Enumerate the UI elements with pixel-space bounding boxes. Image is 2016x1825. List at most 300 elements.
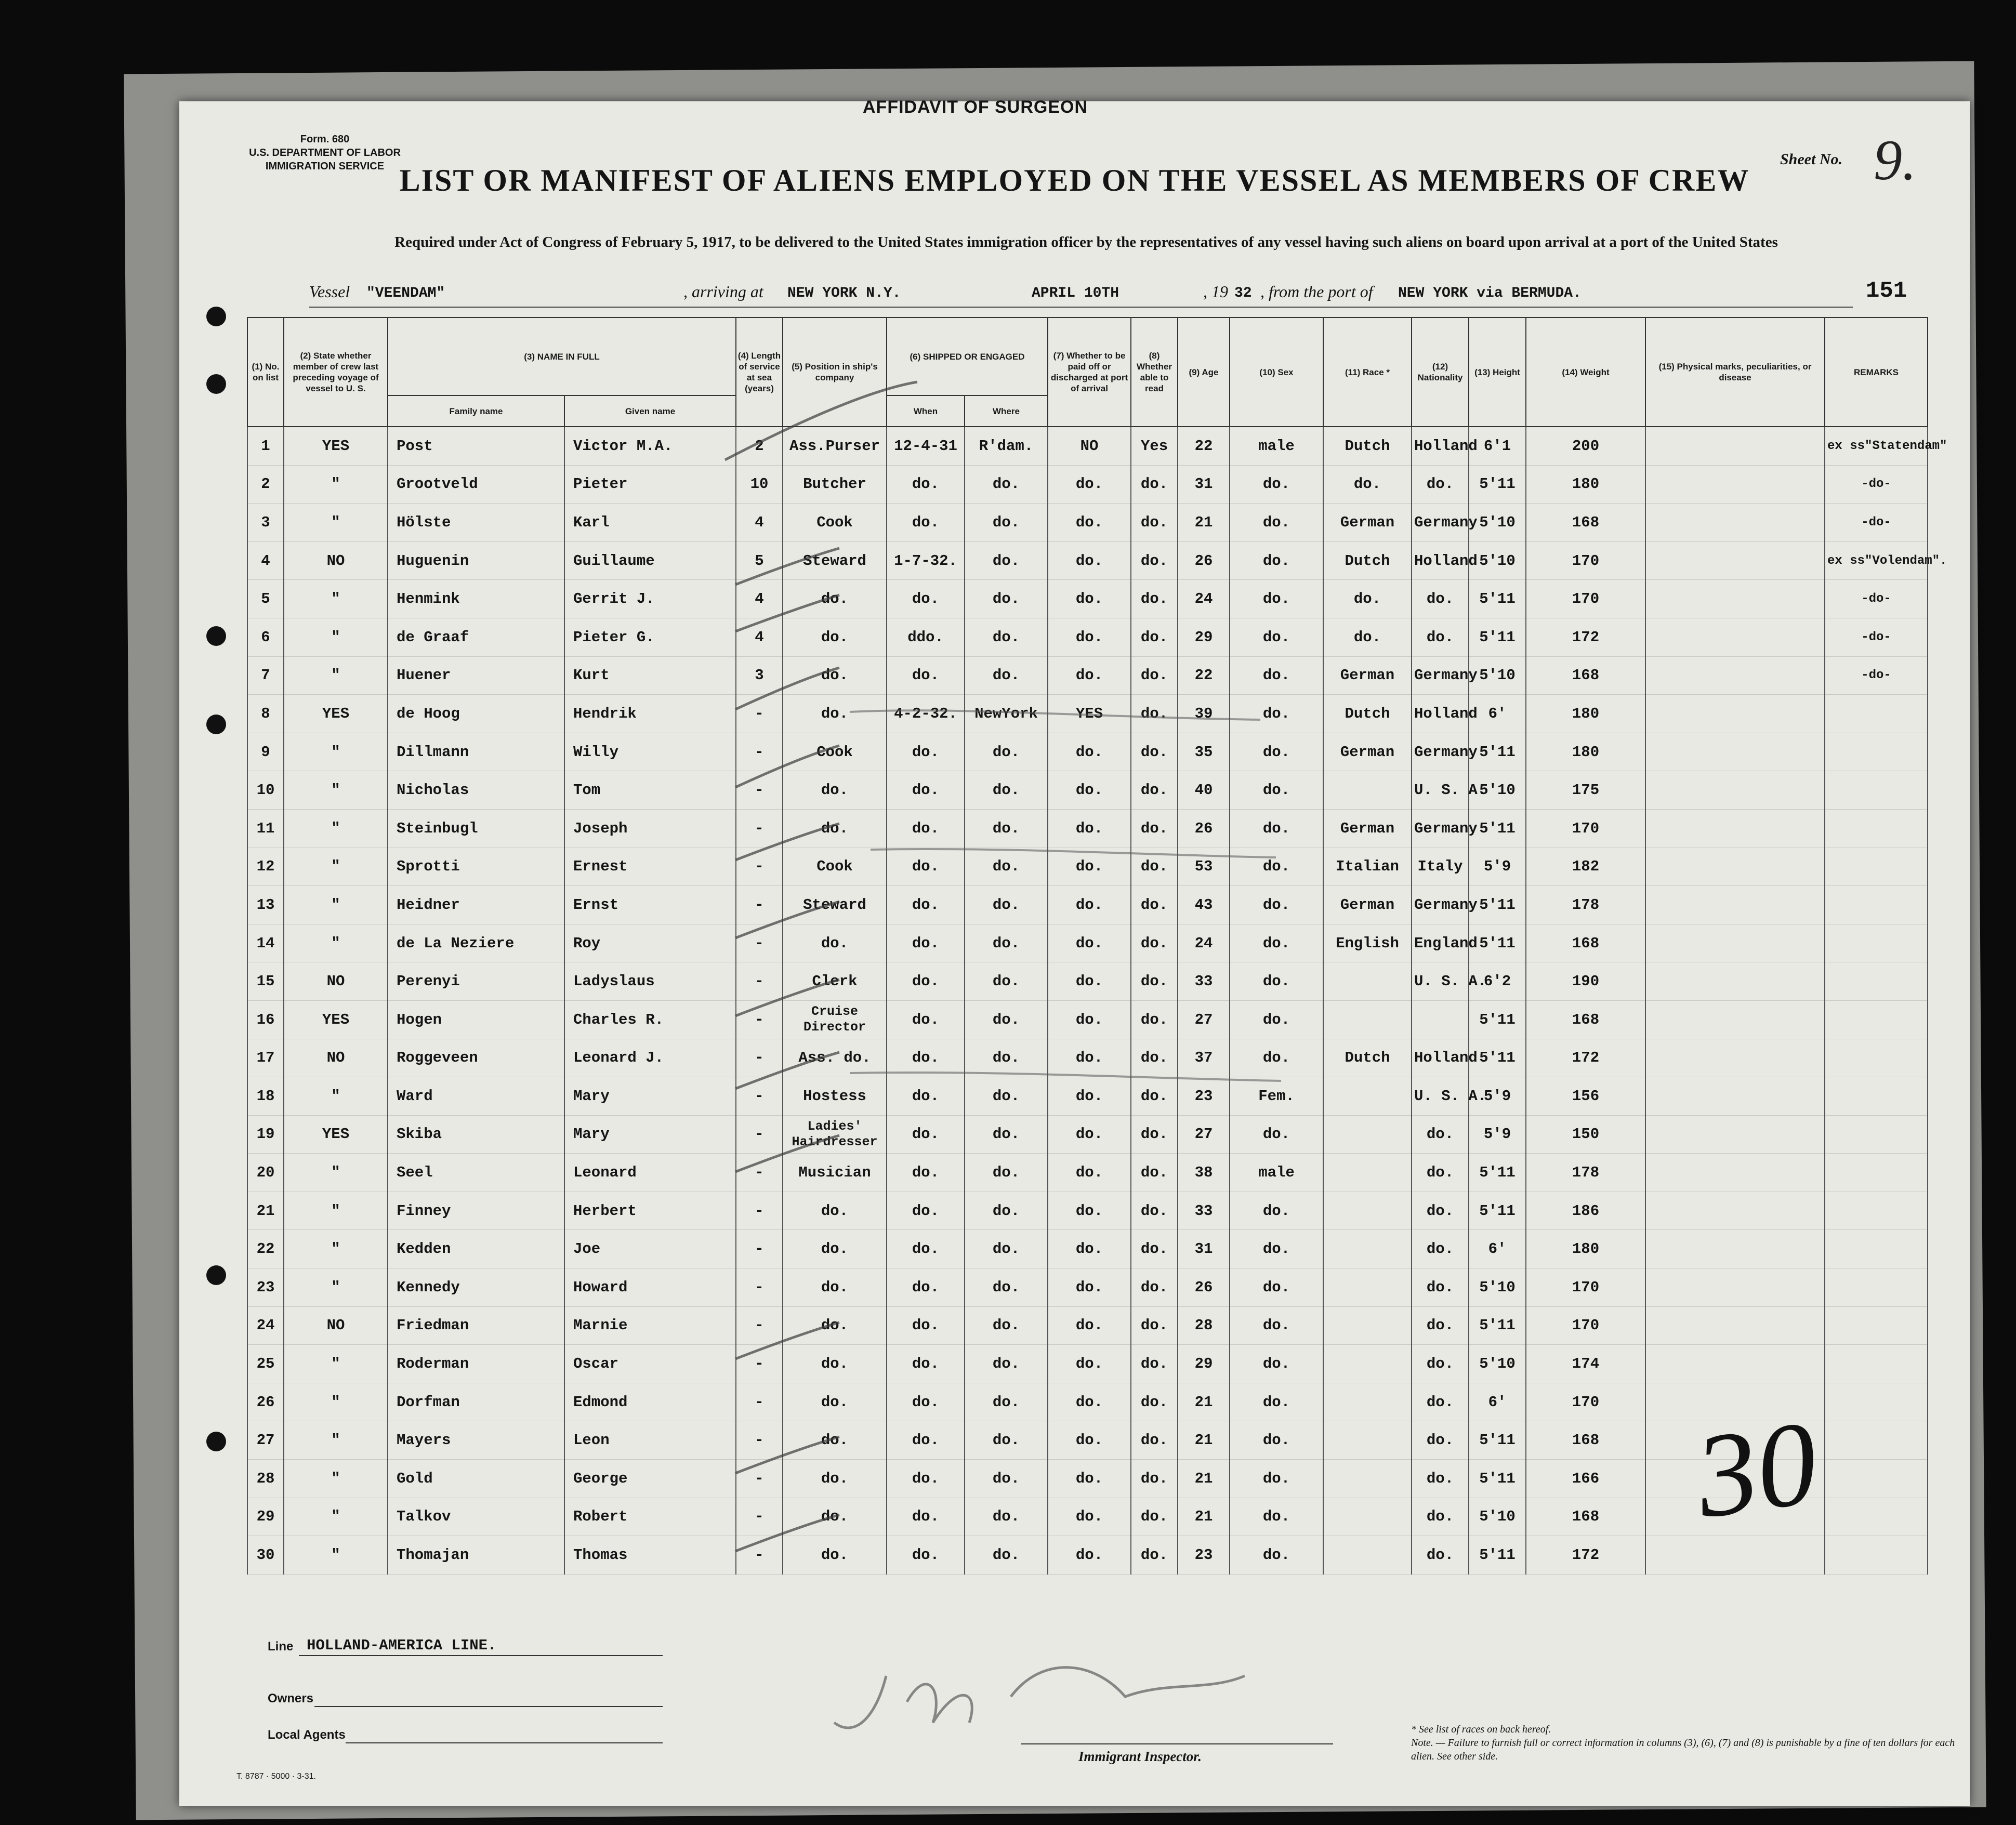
- nationality-cell: do.: [1412, 580, 1469, 618]
- list-number-cell: 12: [247, 848, 284, 886]
- family-name-cell: Thomajan: [388, 1536, 564, 1575]
- shipped-when-cell: do.: [887, 1383, 965, 1421]
- shipped-when-cell: do.: [887, 465, 965, 504]
- length-of-service-cell: -: [736, 809, 783, 848]
- handwriting-layer: [179, 101, 1970, 1806]
- header-weight: (14) Weight: [1526, 318, 1645, 427]
- line-label: Line: [268, 1639, 294, 1654]
- sex-cell: do.: [1230, 465, 1323, 504]
- given-name-cell: Herbert: [564, 1192, 736, 1230]
- able-to-read-cell: do.: [1131, 1268, 1178, 1307]
- shipped-when-cell: do.: [887, 1192, 965, 1230]
- header-position: (5) Position in ship's company: [783, 318, 887, 427]
- header-length-service: (4) Length of service at sea (years): [736, 318, 783, 427]
- height-cell: 5'11: [1469, 733, 1526, 771]
- shipped-where-cell: do.: [965, 1460, 1048, 1498]
- shipped-when-cell: do.: [887, 1077, 965, 1116]
- given-name-cell: Karl: [564, 504, 736, 542]
- sex-cell: do.: [1230, 1230, 1323, 1268]
- position-cell: Cruise Director: [783, 1000, 887, 1039]
- age-cell: 33: [1178, 962, 1230, 1001]
- length-of-service-cell: -: [736, 962, 783, 1001]
- length-of-service-cell: -: [736, 886, 783, 924]
- height-cell: 5'11: [1469, 1421, 1526, 1460]
- age-cell: 23: [1178, 1077, 1230, 1116]
- position-cell: Cook: [783, 848, 887, 886]
- able-to-read-cell: do.: [1131, 656, 1178, 695]
- sex-cell: do.: [1230, 580, 1323, 618]
- list-number-cell: 2: [247, 465, 284, 504]
- shipped-when-cell: do.: [887, 1268, 965, 1307]
- sex-cell: do.: [1230, 1345, 1323, 1383]
- weight-cell: 186: [1526, 1192, 1645, 1230]
- crew-status-cell: ": [284, 1498, 388, 1536]
- list-number-cell: 1: [247, 427, 284, 465]
- race-cell: German: [1323, 656, 1412, 695]
- race-cell: Dutch: [1323, 541, 1412, 580]
- age-cell: 35: [1178, 733, 1230, 771]
- crew-status-cell: ": [284, 1077, 388, 1116]
- shipped-when-cell: do.: [887, 504, 965, 542]
- shipped-when-cell: do.: [887, 1345, 965, 1383]
- shipped-where-cell: do.: [965, 1268, 1048, 1307]
- crew-status-cell: ": [284, 848, 388, 886]
- shipped-when-cell: do.: [887, 1115, 965, 1154]
- family-name-cell: Heidner: [388, 886, 564, 924]
- length-of-service-cell: -: [736, 848, 783, 886]
- local-agents-label: Local Agents: [268, 1728, 346, 1742]
- weight-cell: 178: [1526, 1154, 1645, 1192]
- crew-status-cell: ": [284, 1421, 388, 1460]
- crew-status-cell: ": [284, 1536, 388, 1575]
- remarks-cell: -do-: [1825, 656, 1928, 695]
- age-cell: 40: [1178, 771, 1230, 810]
- race-cell: Dutch: [1323, 427, 1412, 465]
- weight-cell: 180: [1526, 695, 1645, 733]
- paid-off-cell: do.: [1048, 1536, 1131, 1575]
- crew-status-cell: ": [284, 504, 388, 542]
- list-number-cell: 26: [247, 1383, 284, 1421]
- length-of-service-cell: -: [736, 1345, 783, 1383]
- height-cell: 5'11: [1469, 580, 1526, 618]
- shipped-when-cell: do.: [887, 1000, 965, 1039]
- family-name-cell: Grootveld: [388, 465, 564, 504]
- shipped-when-cell: do.: [887, 1230, 965, 1268]
- weight-cell: 178: [1526, 886, 1645, 924]
- shipped-where-cell: do.: [965, 809, 1048, 848]
- age-cell: 39: [1178, 695, 1230, 733]
- list-number-cell: 30: [247, 1536, 284, 1575]
- age-cell: 26: [1178, 809, 1230, 848]
- position-cell: do.: [783, 1306, 887, 1345]
- nationality-cell: Holland: [1412, 541, 1469, 580]
- length-of-service-cell: -: [736, 1268, 783, 1307]
- crew-status-cell: ": [284, 1268, 388, 1307]
- nationality-cell: U. S. A.: [1412, 771, 1469, 810]
- family-name-cell: Kedden: [388, 1230, 564, 1268]
- from-label: , from the port of: [1260, 282, 1373, 301]
- height-cell: 5'11: [1469, 809, 1526, 848]
- shipped-when-cell: do.: [887, 1154, 965, 1192]
- nationality-cell: U. S. A.: [1412, 962, 1469, 1001]
- header-sex: (10) Sex: [1230, 318, 1323, 427]
- given-name-cell: Victor M.A.: [564, 427, 736, 465]
- able-to-read-cell: do.: [1131, 886, 1178, 924]
- crew-status-cell: YES: [284, 1115, 388, 1154]
- given-name-cell: Pieter G.: [564, 618, 736, 656]
- length-of-service-cell: -: [736, 1460, 783, 1498]
- able-to-read-cell: do.: [1131, 1421, 1178, 1460]
- pencil-annotation: [850, 1073, 1281, 1081]
- weight-cell: 168: [1526, 656, 1645, 695]
- shipped-where-cell: do.: [965, 1039, 1048, 1077]
- age-cell: 27: [1178, 1000, 1230, 1039]
- header-shipped-engaged: (6) SHIPPED OR ENGAGED: [887, 318, 1048, 395]
- penalty-note: Note. — Failure to furnish full or correct information in columns (3), (6), (7) and (8) is punishable by a fine of ten dollars for each alien. See other side.: [1411, 1737, 1955, 1762]
- given-name-cell: Leonard J.: [564, 1039, 736, 1077]
- paid-off-cell: do.: [1048, 504, 1131, 542]
- length-of-service-cell: -: [736, 924, 783, 962]
- sheet-number: 9.: [1874, 128, 1917, 192]
- position-cell: Cook: [783, 504, 887, 542]
- nationality-cell: Germany: [1412, 733, 1469, 771]
- sex-cell: male: [1230, 1154, 1323, 1192]
- shipped-when-cell: ddo.: [887, 618, 965, 656]
- pencil-check: [735, 1052, 839, 1089]
- crew-status-cell: ": [284, 771, 388, 810]
- sex-cell: Fem.: [1230, 1077, 1323, 1116]
- age-cell: 31: [1178, 465, 1230, 504]
- height-cell: 5'10: [1469, 656, 1526, 695]
- nationality-cell: do.: [1412, 1421, 1469, 1460]
- shipped-when-cell: 1-7-32.: [887, 541, 965, 580]
- paid-off-cell: do.: [1048, 1498, 1131, 1536]
- weight-cell: 175: [1526, 771, 1645, 810]
- crew-status-cell: NO: [284, 1306, 388, 1345]
- height-cell: 5'11: [1469, 1154, 1526, 1192]
- age-cell: 26: [1178, 1268, 1230, 1307]
- given-name-cell: Hendrik: [564, 695, 736, 733]
- able-to-read-cell: do.: [1131, 1039, 1178, 1077]
- length-of-service-cell: -: [736, 733, 783, 771]
- given-name-cell: Guillaume: [564, 541, 736, 580]
- weight-cell: 180: [1526, 1230, 1645, 1268]
- family-name-cell: de Hoog: [388, 695, 564, 733]
- paid-off-cell: do.: [1048, 465, 1131, 504]
- able-to-read-cell: do.: [1131, 733, 1178, 771]
- paid-off-cell: do.: [1048, 1077, 1131, 1116]
- header-list-number: (1) No. on list: [247, 318, 284, 427]
- shipped-where-cell: do.: [965, 1154, 1048, 1192]
- header-race: (11) Race *: [1323, 318, 1412, 427]
- list-number-cell: 6: [247, 618, 284, 656]
- height-cell: 5'10: [1469, 1268, 1526, 1307]
- able-to-read-cell: do.: [1131, 1306, 1178, 1345]
- manifest-page: [179, 97, 1970, 1806]
- paid-off-cell: do.: [1048, 1000, 1131, 1039]
- crew-status-cell: ": [284, 924, 388, 962]
- age-cell: 33: [1178, 1192, 1230, 1230]
- list-number-cell: 17: [247, 1039, 284, 1077]
- shipped-where-cell: do.: [965, 1115, 1048, 1154]
- family-name-cell: de La Neziere: [388, 924, 564, 962]
- height-cell: 5'11: [1469, 465, 1526, 504]
- height-cell: 5'10: [1469, 1498, 1526, 1536]
- able-to-read-cell: do.: [1131, 618, 1178, 656]
- sex-cell: do.: [1230, 809, 1323, 848]
- sex-cell: do.: [1230, 1421, 1323, 1460]
- length-of-service-cell: -: [736, 1383, 783, 1421]
- given-name-cell: Ernst: [564, 886, 736, 924]
- position-cell: do.: [783, 695, 887, 733]
- paid-off-cell: NO: [1048, 427, 1131, 465]
- race-cell: German: [1323, 886, 1412, 924]
- family-name-cell: Seel: [388, 1154, 564, 1192]
- position-cell: Ass.Purser: [783, 427, 887, 465]
- shipped-when-cell: do.: [887, 771, 965, 810]
- paid-off-cell: do.: [1048, 656, 1131, 695]
- length-of-service-cell: 5: [736, 541, 783, 580]
- position-cell: do.: [783, 924, 887, 962]
- paid-off-cell: do.: [1048, 1268, 1131, 1307]
- remarks-cell: -do-: [1825, 618, 1928, 656]
- position-cell: Clerk: [783, 962, 887, 1001]
- owners-rule: [314, 1706, 663, 1707]
- paid-off-cell: do.: [1048, 809, 1131, 848]
- given-name-cell: Tom: [564, 771, 736, 810]
- height-cell: 5'10: [1469, 1345, 1526, 1383]
- position-cell: do.: [783, 580, 887, 618]
- sex-cell: do.: [1230, 771, 1323, 810]
- able-to-read-cell: do.: [1131, 1000, 1178, 1039]
- arrival-date: APRIL 10TH: [1032, 285, 1119, 301]
- shipped-where-cell: do.: [965, 1306, 1048, 1345]
- position-cell: do.: [783, 1345, 887, 1383]
- height-cell: 5'11: [1469, 1039, 1526, 1077]
- nationality-cell: England: [1412, 924, 1469, 962]
- departure-port: NEW YORK via BERMUDA.: [1398, 285, 1582, 301]
- shipped-where-cell: NewYork: [965, 695, 1048, 733]
- paid-off-cell: do.: [1048, 1115, 1131, 1154]
- weight-cell: 172: [1526, 1536, 1645, 1575]
- weight-cell: 170: [1526, 1268, 1645, 1307]
- header-family-name: Family name: [388, 395, 564, 427]
- length-of-service-cell: 10: [736, 465, 783, 504]
- position-cell: Steward: [783, 541, 887, 580]
- position-cell: do.: [783, 771, 887, 810]
- able-to-read-cell: do.: [1131, 580, 1178, 618]
- shipped-where-cell: do.: [965, 1345, 1048, 1383]
- vessel-name: "VEENDAM": [366, 285, 445, 301]
- crew-status-cell: YES: [284, 427, 388, 465]
- paid-off-cell: do.: [1048, 1460, 1131, 1498]
- pencil-check: [735, 902, 839, 938]
- age-cell: 38: [1178, 1154, 1230, 1192]
- nationality-cell: do.: [1412, 1383, 1469, 1421]
- given-name-cell: George: [564, 1460, 736, 1498]
- family-name-cell: Roggeveen: [388, 1039, 564, 1077]
- able-to-read-cell: do.: [1131, 848, 1178, 886]
- age-cell: 37: [1178, 1039, 1230, 1077]
- affidavit-heading: AFFIDAVIT OF SURGEON: [863, 97, 1088, 117]
- age-cell: 43: [1178, 886, 1230, 924]
- shipped-where-cell: do.: [965, 541, 1048, 580]
- arrival-port: NEW YORK N.Y.: [787, 285, 901, 301]
- list-number-cell: 11: [247, 809, 284, 848]
- given-name-cell: Roy: [564, 924, 736, 962]
- line-value: HOLLAND-AMERICA LINE.: [307, 1637, 497, 1654]
- sex-cell: do.: [1230, 1460, 1323, 1498]
- age-cell: 21: [1178, 504, 1230, 542]
- sex-cell: do.: [1230, 1268, 1323, 1307]
- crew-status-cell: YES: [284, 695, 388, 733]
- able-to-read-cell: do.: [1131, 771, 1178, 810]
- position-cell: Hostess: [783, 1077, 887, 1116]
- paid-off-cell: do.: [1048, 962, 1131, 1001]
- shipped-when-cell: do.: [887, 656, 965, 695]
- height-cell: 6': [1469, 1383, 1526, 1421]
- shipped-where-cell: do.: [965, 1000, 1048, 1039]
- nationality-cell: Holland: [1412, 695, 1469, 733]
- sex-cell: do.: [1230, 848, 1323, 886]
- age-cell: 28: [1178, 1306, 1230, 1345]
- shipped-when-cell: 4-2-32.: [887, 695, 965, 733]
- shipped-where-cell: do.: [965, 924, 1048, 962]
- weight-cell: 168: [1526, 504, 1645, 542]
- inspector-label: Immigrant Inspector.: [1078, 1749, 1202, 1764]
- sex-cell: do.: [1230, 1039, 1323, 1077]
- length-of-service-cell: -: [736, 1154, 783, 1192]
- line-rule: [299, 1655, 663, 1656]
- crew-status-cell: ": [284, 580, 388, 618]
- able-to-read-cell: do.: [1131, 1383, 1178, 1421]
- weight-cell: 170: [1526, 809, 1645, 848]
- age-cell: 21: [1178, 1498, 1230, 1536]
- weight-cell: 170: [1526, 1306, 1645, 1345]
- sex-cell: do.: [1230, 962, 1323, 1001]
- nationality-cell: do.: [1412, 1268, 1469, 1307]
- remarks-cell: ex ss"Volendam".: [1825, 541, 1928, 580]
- list-number-cell: 15: [247, 962, 284, 1001]
- nationality-cell: do.: [1412, 1192, 1469, 1230]
- position-cell: do.: [783, 656, 887, 695]
- nationality-cell: do.: [1412, 1536, 1469, 1575]
- weight-cell: 166: [1526, 1460, 1645, 1498]
- age-cell: 26: [1178, 541, 1230, 580]
- given-name-cell: Robert: [564, 1498, 736, 1536]
- length-of-service-cell: 2: [736, 427, 783, 465]
- able-to-read-cell: do.: [1131, 1536, 1178, 1575]
- agents-rule: [346, 1742, 663, 1743]
- nationality-cell: do.: [1412, 1498, 1469, 1536]
- height-cell: 5'11: [1469, 886, 1526, 924]
- able-to-read-cell: Yes: [1131, 427, 1178, 465]
- nationality-cell: do.: [1412, 1230, 1469, 1268]
- paid-off-cell: do.: [1048, 1230, 1131, 1268]
- paid-off-cell: do.: [1048, 886, 1131, 924]
- sex-cell: do.: [1230, 1498, 1323, 1536]
- list-number-cell: 8: [247, 695, 284, 733]
- race-cell: Italian: [1323, 848, 1412, 886]
- shipped-when-cell: do.: [887, 924, 965, 962]
- weight-cell: 168: [1526, 924, 1645, 962]
- crew-status-cell: ": [284, 1230, 388, 1268]
- length-of-service-cell: -: [736, 1498, 783, 1536]
- race-cell: German: [1323, 733, 1412, 771]
- length-of-service-cell: 4: [736, 618, 783, 656]
- nationality-cell: do.: [1412, 618, 1469, 656]
- list-number-cell: 24: [247, 1306, 284, 1345]
- paid-off-cell: do.: [1048, 1383, 1131, 1421]
- weight-cell: 174: [1526, 1345, 1645, 1383]
- family-name-cell: Finney: [388, 1192, 564, 1230]
- shipped-when-cell: do.: [887, 962, 965, 1001]
- shipped-when-cell: 12-4-31: [887, 427, 965, 465]
- list-number-cell: 19: [247, 1115, 284, 1154]
- crew-status-cell: YES: [284, 1000, 388, 1039]
- nationality-cell: do.: [1412, 1115, 1469, 1154]
- sex-cell: do.: [1230, 1115, 1323, 1154]
- given-name-cell: Marnie: [564, 1306, 736, 1345]
- sex-cell: male: [1230, 427, 1323, 465]
- family-name-cell: Dillmann: [388, 733, 564, 771]
- able-to-read-cell: do.: [1131, 962, 1178, 1001]
- able-to-read-cell: do.: [1131, 1230, 1178, 1268]
- age-cell: 23: [1178, 1536, 1230, 1575]
- height-cell: 5'11: [1469, 1536, 1526, 1575]
- family-name-cell: de Graaf: [388, 618, 564, 656]
- crew-status-cell: ": [284, 809, 388, 848]
- nationality-cell: do.: [1412, 1345, 1469, 1383]
- remarks-cell: -do-: [1825, 504, 1928, 542]
- race-cell: do.: [1323, 618, 1412, 656]
- position-cell: Ass. do.: [783, 1039, 887, 1077]
- inspector-rule: [1021, 1743, 1333, 1744]
- header-state-member: (2) State whether member of crew last preceding voyage of vessel to U. S.: [284, 318, 388, 427]
- owners-label: Owners: [268, 1691, 314, 1705]
- height-cell: 5'11: [1469, 924, 1526, 962]
- given-name-cell: Mary: [564, 1077, 736, 1116]
- shipped-where-cell: do.: [965, 1192, 1048, 1230]
- position-cell: do.: [783, 809, 887, 848]
- pencil-check: [735, 668, 839, 709]
- pencil-check: [735, 1323, 839, 1359]
- height-cell: 5'11: [1469, 618, 1526, 656]
- given-name-cell: Kurt: [564, 656, 736, 695]
- pencil-check: [735, 980, 839, 1016]
- age-cell: 31: [1178, 1230, 1230, 1268]
- height-cell: 5'11: [1469, 1000, 1526, 1039]
- position-cell: do.: [783, 618, 887, 656]
- handwritten-total: 30: [1688, 1395, 1825, 1543]
- height-cell: 5'10: [1469, 541, 1526, 580]
- age-cell: 24: [1178, 924, 1230, 962]
- remarks-cell: -do-: [1825, 580, 1928, 618]
- height-cell: 5'11: [1469, 1306, 1526, 1345]
- length-of-service-cell: -: [736, 1115, 783, 1154]
- given-name-cell: Edmond: [564, 1383, 736, 1421]
- given-name-cell: Ernest: [564, 848, 736, 886]
- print-code: T. 8787 · 5000 · 3-31.: [236, 1772, 316, 1781]
- shipped-when-cell: do.: [887, 886, 965, 924]
- position-cell: do.: [783, 1383, 887, 1421]
- able-to-read-cell: do.: [1131, 1460, 1178, 1498]
- family-name-cell: Friedman: [388, 1306, 564, 1345]
- header-able-to-read: (8) Whether able to read: [1131, 318, 1178, 427]
- position-cell: Ladies' Hairdresser: [783, 1115, 887, 1154]
- nationality-cell: Holland: [1412, 427, 1469, 465]
- pencil-check: [725, 382, 917, 460]
